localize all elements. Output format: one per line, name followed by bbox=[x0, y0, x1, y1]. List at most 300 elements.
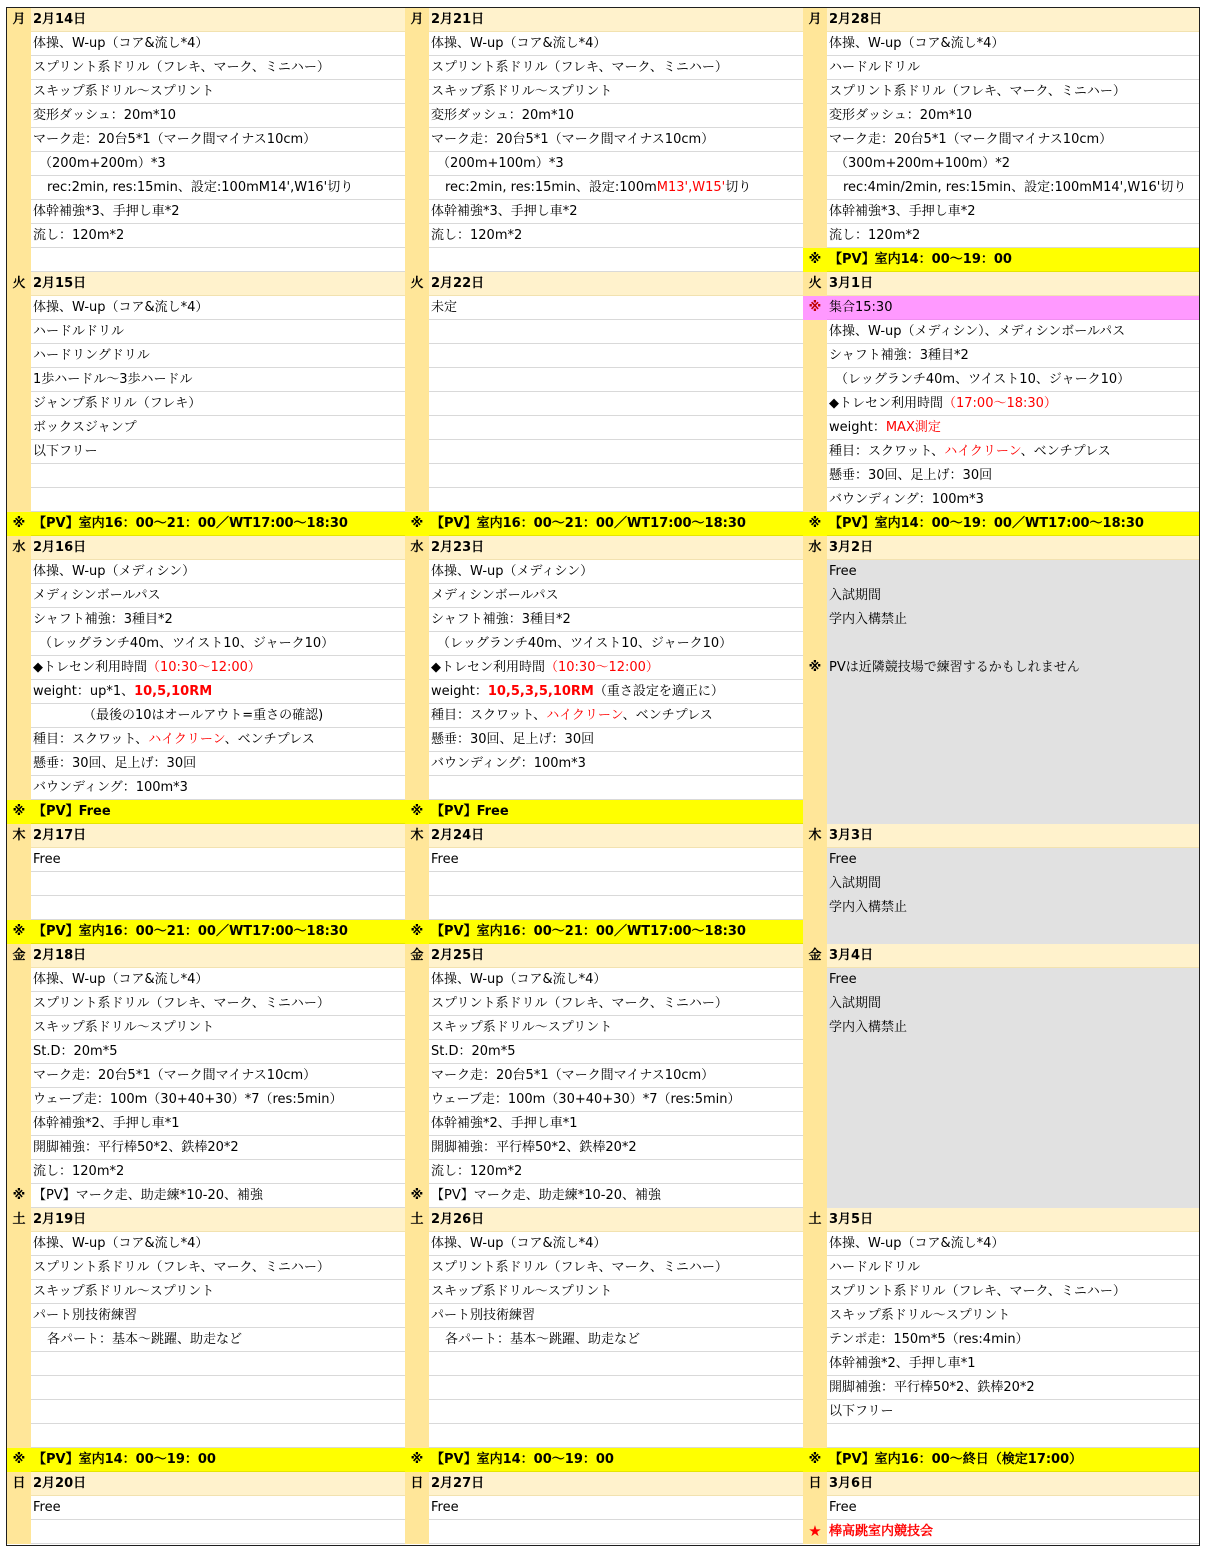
text-segment: ◆トレセン利用時間 bbox=[431, 660, 545, 675]
schedule-row bbox=[405, 1400, 803, 1424]
cell-text: 体幹補強*2、手押し車*1 bbox=[827, 1352, 1200, 1376]
row-marker bbox=[803, 368, 827, 392]
schedule-row bbox=[405, 704, 803, 728]
schedule-row bbox=[7, 104, 405, 128]
cell-text bbox=[827, 392, 1200, 416]
date-text: 3月2日 bbox=[827, 536, 1200, 560]
row-marker bbox=[405, 128, 429, 152]
cell-text: ハードルドリル bbox=[827, 56, 1200, 80]
cell-text: 体操、W-up（メディシン）、メディシンボールパス bbox=[827, 320, 1200, 344]
date-row bbox=[7, 1208, 405, 1232]
row-marker bbox=[405, 1520, 429, 1544]
cell-text: 各パート：基本～跳躍、助走など bbox=[429, 1328, 803, 1352]
schedule-row bbox=[7, 872, 405, 896]
cell-text: 学内入構禁止 bbox=[827, 608, 1200, 632]
cell-text: スプリント系ドリル（フレキ、マーク、ミニハー） bbox=[827, 80, 1200, 104]
row-marker bbox=[803, 1280, 827, 1304]
row-marker bbox=[803, 224, 827, 248]
cell-text: 学内入構禁止 bbox=[827, 896, 1200, 920]
schedule-row bbox=[803, 752, 1200, 776]
row-marker bbox=[7, 1280, 31, 1304]
row-marker: ※ bbox=[7, 800, 31, 824]
cell-text: ハードルドリル bbox=[31, 320, 405, 344]
pv-note-row bbox=[7, 800, 405, 824]
pv-note-row bbox=[7, 1448, 405, 1472]
row-marker bbox=[7, 680, 31, 704]
cell-text: （最後の10はオールアウト=重さの確認) bbox=[31, 704, 405, 728]
row-marker bbox=[405, 1088, 429, 1112]
schedule-row bbox=[803, 344, 1200, 368]
schedule-row bbox=[7, 1256, 405, 1280]
cell-text: マーク走：20台5*1（マーク間マイナス10cm） bbox=[429, 128, 803, 152]
schedule-row bbox=[7, 776, 405, 800]
row-marker bbox=[7, 896, 31, 920]
schedule-row bbox=[405, 1280, 803, 1304]
schedule-row bbox=[7, 440, 405, 464]
cell-text bbox=[429, 896, 803, 920]
cell-text bbox=[827, 680, 1200, 704]
weekday-label: 土 bbox=[405, 1208, 429, 1232]
cell-text: 体幹補強*3、手押し車*2 bbox=[31, 200, 405, 224]
schedule-row bbox=[803, 1040, 1200, 1064]
cell-text: 【PV】マーク走、助走練*10-20、補強 bbox=[429, 1184, 803, 1208]
row-marker bbox=[7, 344, 31, 368]
schedule-row bbox=[7, 632, 405, 656]
cell-text bbox=[429, 1352, 803, 1376]
schedule-row bbox=[803, 1424, 1200, 1448]
schedule-row bbox=[405, 728, 803, 752]
schedule-row bbox=[405, 968, 803, 992]
date-row bbox=[405, 1472, 803, 1496]
date-text: 2月22日 bbox=[429, 272, 803, 296]
schedule-row bbox=[7, 656, 405, 680]
text-segment: ◆トレセン利用時間 bbox=[829, 396, 943, 411]
cell-text: 流し：120m*2 bbox=[429, 1160, 803, 1184]
schedule-row bbox=[405, 176, 803, 200]
schedule-row bbox=[7, 704, 405, 728]
row-marker bbox=[7, 248, 31, 272]
cell-text: 体操、W-up（コア&流し*4） bbox=[31, 968, 405, 992]
schedule-row bbox=[405, 1520, 803, 1544]
date-row bbox=[803, 1472, 1200, 1496]
schedule-row bbox=[803, 1496, 1200, 1520]
schedule-row bbox=[7, 344, 405, 368]
date-text: 3月5日 bbox=[827, 1208, 1200, 1232]
week-column-3 bbox=[803, 8, 1200, 1545]
row-marker bbox=[405, 1112, 429, 1136]
cell-text: Free bbox=[429, 1496, 803, 1520]
cell-text bbox=[827, 1040, 1200, 1064]
schedule-row bbox=[803, 80, 1200, 104]
row-marker: ※ bbox=[405, 920, 429, 944]
schedule-row bbox=[405, 1328, 803, 1352]
schedule-row bbox=[7, 1496, 405, 1520]
row-marker bbox=[405, 848, 429, 872]
weekday-label: 日 bbox=[7, 1472, 31, 1496]
date-text: 2月23日 bbox=[429, 536, 803, 560]
row-marker bbox=[803, 320, 827, 344]
cell-text: （レッグランチ40m、ツイスト10、ジャーク10） bbox=[827, 368, 1200, 392]
pv-note-row bbox=[405, 800, 803, 824]
schedule-row bbox=[803, 128, 1200, 152]
row-marker: ※ bbox=[405, 1448, 429, 1472]
row-marker bbox=[405, 152, 429, 176]
schedule-row bbox=[405, 1352, 803, 1376]
weekday-label: 金 bbox=[405, 944, 429, 968]
text-segment: （重さ設定を適正に） bbox=[593, 684, 724, 699]
cell-text: 入試期間 bbox=[827, 992, 1200, 1016]
cell-text bbox=[827, 1088, 1200, 1112]
cell-text: 【PV】室内14：00～19：00 bbox=[827, 248, 1200, 272]
cell-text: パート別技術練習 bbox=[31, 1304, 405, 1328]
schedule-row bbox=[803, 608, 1200, 632]
cell-text: スキップ系ドリル～スプリント bbox=[429, 1280, 803, 1304]
row-marker: ★ bbox=[803, 1520, 827, 1544]
pv-note-row bbox=[803, 248, 1200, 272]
date-text: 2月25日 bbox=[429, 944, 803, 968]
cell-text: （レッグランチ40m、ツイスト10、ジャーク10） bbox=[429, 632, 803, 656]
cell-text bbox=[31, 1400, 405, 1424]
row-marker bbox=[803, 608, 827, 632]
row-marker bbox=[7, 1160, 31, 1184]
row-marker: ※ bbox=[803, 296, 827, 320]
row-marker bbox=[7, 152, 31, 176]
row-marker: ※ bbox=[803, 656, 827, 680]
row-marker bbox=[7, 584, 31, 608]
cell-text: 【PV】室内16：00～21：00／WT17:00～18:30 bbox=[429, 512, 803, 536]
cell-text: 体操、W-up（コア&流し*4） bbox=[429, 968, 803, 992]
row-marker bbox=[7, 320, 31, 344]
weekday-label: 土 bbox=[803, 1208, 827, 1232]
row-marker bbox=[7, 1376, 31, 1400]
row-marker bbox=[7, 752, 31, 776]
cell-text: 体幹補強*2、手押し車*1 bbox=[429, 1112, 803, 1136]
schedule-row bbox=[405, 1112, 803, 1136]
schedule-row bbox=[7, 128, 405, 152]
weekday-label: 月 bbox=[7, 8, 31, 32]
schedule-row bbox=[7, 392, 405, 416]
cell-text: （レッグランチ40m、ツイスト10、ジャーク10） bbox=[31, 632, 405, 656]
schedule-row bbox=[405, 560, 803, 584]
weekday-label: 水 bbox=[7, 536, 31, 560]
schedule-row bbox=[405, 1184, 803, 1208]
schedule-row bbox=[405, 320, 803, 344]
schedule-row bbox=[803, 728, 1200, 752]
cell-text bbox=[827, 728, 1200, 752]
schedule-row bbox=[7, 1112, 405, 1136]
cell-text: 【PV】Free bbox=[31, 800, 405, 824]
cell-text bbox=[827, 440, 1200, 464]
cell-text: マーク走：20台5*1（マーク間マイナス10cm） bbox=[31, 1064, 405, 1088]
row-marker bbox=[405, 776, 429, 800]
cell-text: 【PV】マーク走、助走練*10-20、補強 bbox=[31, 1184, 405, 1208]
date-text: 3月1日 bbox=[827, 272, 1200, 296]
cell-text bbox=[31, 1424, 405, 1448]
row-marker bbox=[7, 656, 31, 680]
pv-note-row bbox=[803, 1448, 1200, 1472]
row-marker bbox=[7, 872, 31, 896]
cell-text bbox=[827, 1136, 1200, 1160]
cell-text bbox=[429, 1376, 803, 1400]
row-marker bbox=[405, 584, 429, 608]
row-marker bbox=[803, 1328, 827, 1352]
row-marker bbox=[7, 1136, 31, 1160]
cell-text bbox=[31, 248, 405, 272]
date-text: 2月18日 bbox=[31, 944, 405, 968]
row-marker bbox=[405, 104, 429, 128]
schedule-row bbox=[7, 32, 405, 56]
schedule-row bbox=[7, 968, 405, 992]
cell-text bbox=[31, 1376, 405, 1400]
pv-note-row bbox=[7, 512, 405, 536]
row-marker bbox=[803, 752, 827, 776]
row-marker bbox=[7, 104, 31, 128]
weekday-label: 金 bbox=[803, 944, 827, 968]
cell-text bbox=[429, 680, 803, 704]
pv-note-row bbox=[405, 512, 803, 536]
cell-text bbox=[827, 1064, 1200, 1088]
cell-text bbox=[429, 488, 803, 512]
schedule-row bbox=[7, 584, 405, 608]
schedule-row bbox=[7, 560, 405, 584]
highlight-text: （17:00～18:30） bbox=[943, 396, 1057, 411]
cell-text: Free bbox=[827, 968, 1200, 992]
row-marker: ※ bbox=[7, 512, 31, 536]
schedule-row bbox=[803, 872, 1200, 896]
cell-text: ウェーブ走：100m（30+40+30）*7（res:5min） bbox=[31, 1088, 405, 1112]
row-marker bbox=[405, 344, 429, 368]
schedule-row bbox=[7, 608, 405, 632]
schedule-row bbox=[405, 368, 803, 392]
cell-text: 流し：120m*2 bbox=[31, 1160, 405, 1184]
row-marker bbox=[803, 464, 827, 488]
row-marker bbox=[405, 1424, 429, 1448]
row-marker bbox=[7, 1064, 31, 1088]
schedule-row bbox=[7, 1232, 405, 1256]
pv-note-row bbox=[405, 920, 803, 944]
row-marker bbox=[7, 32, 31, 56]
row-marker bbox=[803, 560, 827, 584]
cell-text: スキップ系ドリル～スプリント bbox=[31, 80, 405, 104]
text-segment: 切り bbox=[725, 180, 752, 195]
schedule-row bbox=[405, 488, 803, 512]
schedule-row bbox=[405, 1040, 803, 1064]
row-marker bbox=[405, 1256, 429, 1280]
schedule-row bbox=[405, 296, 803, 320]
date-text: 2月20日 bbox=[31, 1472, 405, 1496]
date-text: 2月21日 bbox=[429, 8, 803, 32]
row-marker: ※ bbox=[405, 512, 429, 536]
row-marker bbox=[803, 80, 827, 104]
schedule-row bbox=[803, 1112, 1200, 1136]
cell-text: 【PV】室内16：00～21：00／WT17:00～18:30 bbox=[31, 920, 405, 944]
schedule-row bbox=[803, 1280, 1200, 1304]
highlight-text: ハイクリーン bbox=[944, 444, 1021, 459]
schedule-row bbox=[405, 656, 803, 680]
text-segment: weight：up*1、 bbox=[33, 684, 135, 699]
date-text: 2月14日 bbox=[31, 8, 405, 32]
cell-text bbox=[827, 776, 1200, 800]
row-marker bbox=[405, 1040, 429, 1064]
row-marker bbox=[405, 56, 429, 80]
weekday-label: 水 bbox=[803, 536, 827, 560]
cell-text: 【PV】室内16：00～21：00／WT17:00～18:30 bbox=[31, 512, 405, 536]
row-marker bbox=[7, 488, 31, 512]
cell-text: 体操、W-up（メディシン） bbox=[429, 560, 803, 584]
schedule-row bbox=[803, 656, 1200, 680]
cell-text: 体幹補強*2、手押し車*1 bbox=[31, 1112, 405, 1136]
cell-text bbox=[31, 1352, 405, 1376]
weekday-label: 火 bbox=[803, 272, 827, 296]
cell-text: 変形ダッシュ：20m*10 bbox=[31, 104, 405, 128]
text-segment: 種目：スクワット、 bbox=[431, 708, 547, 723]
row-marker bbox=[405, 1232, 429, 1256]
row-marker bbox=[405, 992, 429, 1016]
row-marker bbox=[803, 1400, 827, 1424]
row-marker bbox=[803, 728, 827, 752]
row-marker: ※ bbox=[405, 1184, 429, 1208]
date-row bbox=[803, 824, 1200, 848]
cell-text bbox=[429, 464, 803, 488]
schedule-row bbox=[803, 1304, 1200, 1328]
date-row bbox=[405, 824, 803, 848]
cell-text: 体操、W-up（メディシン） bbox=[31, 560, 405, 584]
schedule-row bbox=[803, 1136, 1200, 1160]
weekday-label: 木 bbox=[405, 824, 429, 848]
row-marker bbox=[803, 1160, 827, 1184]
weekday-label: 水 bbox=[405, 536, 429, 560]
row-marker bbox=[803, 992, 827, 1016]
cell-text bbox=[429, 656, 803, 680]
cell-text: スキップ系ドリル～スプリント bbox=[429, 80, 803, 104]
cell-text: 【PV】室内14：00～19：00 bbox=[31, 1448, 405, 1472]
cell-text: ボックスジャンプ bbox=[31, 416, 405, 440]
pv-note-row bbox=[405, 1448, 803, 1472]
row-marker bbox=[803, 416, 827, 440]
row-marker bbox=[7, 1088, 31, 1112]
row-marker bbox=[7, 464, 31, 488]
date-row bbox=[803, 272, 1200, 296]
row-marker bbox=[405, 1496, 429, 1520]
row-marker bbox=[7, 1040, 31, 1064]
schedule-row bbox=[405, 992, 803, 1016]
row-marker bbox=[405, 1352, 429, 1376]
schedule-row bbox=[803, 200, 1200, 224]
cell-text: Free bbox=[429, 848, 803, 872]
text-segment: 、ベンチプレス bbox=[224, 732, 315, 747]
schedule-row bbox=[7, 752, 405, 776]
cell-text: スキップ系ドリル～スプリント bbox=[31, 1280, 405, 1304]
schedule-row bbox=[7, 896, 405, 920]
schedule-row bbox=[405, 32, 803, 56]
date-text: 3月4日 bbox=[827, 944, 1200, 968]
date-row bbox=[405, 272, 803, 296]
cell-text: スキップ系ドリル～スプリント bbox=[429, 1016, 803, 1040]
date-row bbox=[803, 944, 1200, 968]
text-segment: 種目：スクワット、 bbox=[33, 732, 149, 747]
pv-note-row bbox=[803, 512, 1200, 536]
date-row bbox=[405, 1208, 803, 1232]
week-column-2 bbox=[405, 8, 803, 1545]
cell-text: St.D：20m*5 bbox=[429, 1040, 803, 1064]
schedule-row bbox=[803, 1400, 1200, 1424]
cell-text: 開脚補強：平行棒50*2、鉄棒20*2 bbox=[429, 1136, 803, 1160]
cell-text: スプリント系ドリル（フレキ、マーク、ミニハー） bbox=[429, 56, 803, 80]
date-row bbox=[7, 8, 405, 32]
cell-text bbox=[429, 368, 803, 392]
cell-text: 流し：120m*2 bbox=[827, 224, 1200, 248]
schedule-row bbox=[803, 1016, 1200, 1040]
cell-text: 懸垂：30回、足上げ：30回 bbox=[31, 752, 405, 776]
cell-text: Free bbox=[31, 848, 405, 872]
schedule-row bbox=[803, 464, 1200, 488]
text-segment: 種目：スクワット、 bbox=[829, 444, 945, 459]
row-marker bbox=[803, 344, 827, 368]
date-text: 2月17日 bbox=[31, 824, 405, 848]
cell-text: 開脚補強：平行棒50*2、鉄棒20*2 bbox=[31, 1136, 405, 1160]
row-marker bbox=[7, 1496, 31, 1520]
schedule-row bbox=[405, 1160, 803, 1184]
schedule-row bbox=[405, 1424, 803, 1448]
schedule-row bbox=[7, 1352, 405, 1376]
schedule-row bbox=[803, 896, 1200, 920]
row-marker bbox=[803, 848, 827, 872]
row-marker bbox=[7, 968, 31, 992]
row-marker bbox=[803, 56, 827, 80]
cell-text bbox=[827, 416, 1200, 440]
schedule-row bbox=[7, 248, 405, 272]
schedule-row bbox=[405, 1256, 803, 1280]
date-row bbox=[7, 1472, 405, 1496]
cell-text bbox=[31, 656, 405, 680]
cell-text: 集合15:30 bbox=[827, 296, 1200, 320]
schedule-row bbox=[405, 200, 803, 224]
row-marker bbox=[405, 896, 429, 920]
schedule-row bbox=[7, 1160, 405, 1184]
row-marker: ※ bbox=[7, 1184, 31, 1208]
schedule-row bbox=[803, 1184, 1200, 1208]
date-text: 2月24日 bbox=[429, 824, 803, 848]
event-row bbox=[803, 1520, 1200, 1544]
schedule-row bbox=[803, 920, 1200, 944]
schedule-row bbox=[405, 128, 803, 152]
row-marker bbox=[7, 1112, 31, 1136]
row-marker bbox=[7, 1328, 31, 1352]
date-text: 2月28日 bbox=[827, 8, 1200, 32]
row-marker bbox=[803, 872, 827, 896]
schedule-row bbox=[803, 680, 1200, 704]
cell-text bbox=[827, 752, 1200, 776]
cell-text: PVは近隣競技場で練習するかもしれません bbox=[827, 656, 1200, 680]
date-row bbox=[803, 8, 1200, 32]
date-row bbox=[7, 536, 405, 560]
row-marker bbox=[803, 104, 827, 128]
row-marker bbox=[803, 920, 827, 944]
schedule-row bbox=[7, 176, 405, 200]
weekday-label: 月 bbox=[803, 8, 827, 32]
row-marker bbox=[803, 1136, 827, 1160]
cell-text: スプリント系ドリル（フレキ、マーク、ミニハー） bbox=[429, 1256, 803, 1280]
highlight-text: （10:30～12:00） bbox=[545, 660, 659, 675]
schedule-row bbox=[405, 56, 803, 80]
cell-text: Free bbox=[827, 848, 1200, 872]
schedule-row bbox=[7, 1400, 405, 1424]
weekday-label: 火 bbox=[7, 272, 31, 296]
schedule-row bbox=[803, 1064, 1200, 1088]
highlight-text: 10,5,10RM bbox=[134, 684, 213, 699]
schedule-row bbox=[803, 1328, 1200, 1352]
row-marker bbox=[803, 1352, 827, 1376]
